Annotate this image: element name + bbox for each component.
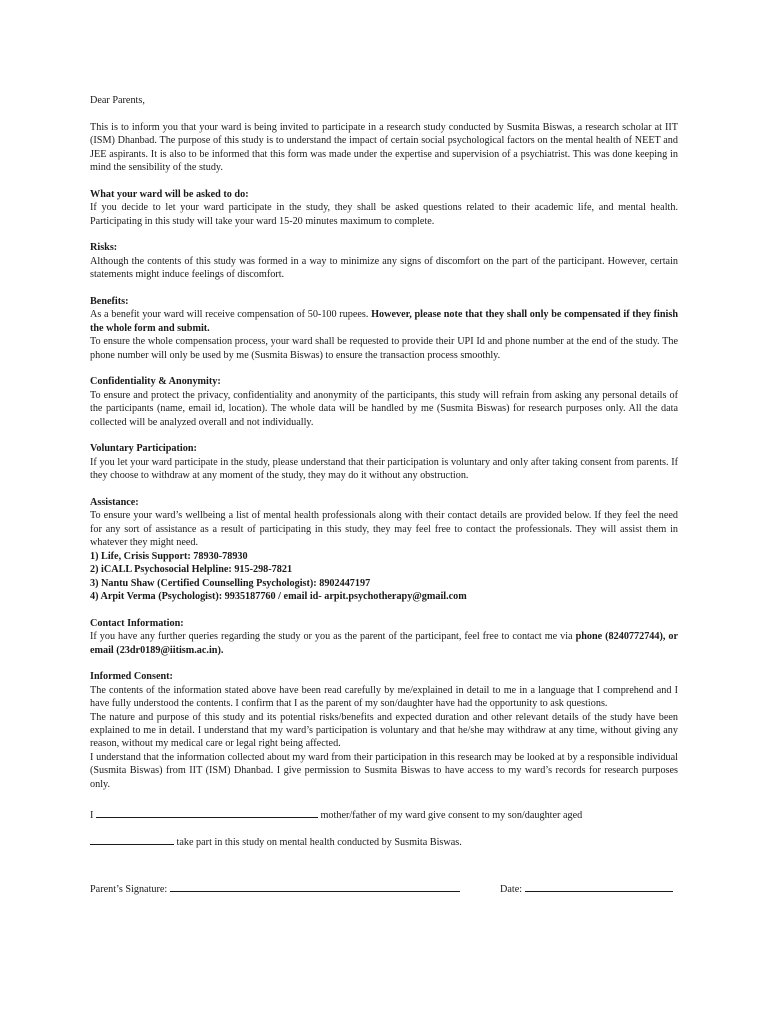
contact-item: 3) Nantu Shaw (Certified Counselling Psychologist): 8902447197: [90, 577, 371, 589]
risks-heading: Risks:: [90, 242, 118, 254]
consent-heading: Informed Consent:: [90, 671, 173, 683]
signature-field[interactable]: [170, 882, 460, 892]
consent-line-1-suffix: mother/father of my ward give consent to my son/daughter aged: [320, 810, 583, 822]
confidentiality-text: To ensure and protect the privacy, confidentiality and anonymity of the participants, this study will refrain from asking any personal details of the participants (name, email id, location). The whole data will be handled by me (Susmita Biswas) for research purposes only. All the data collected will be analyzed overall and not individually.: [90, 389, 678, 428]
benefits-text-a: As a benefit your ward will receive compensation of 50-100 rupees.: [90, 309, 372, 321]
signature-row: [90, 882, 690, 895]
consent-line-1: [90, 808, 678, 822]
date-field[interactable]: [525, 882, 673, 892]
consent-p1: The contents of the information stated above have been read carefully by me/explained in detail to me in a language that I comprehend and I have fully understood the contents. I confirm that I as the parent of my son/daughter have had the opportunity to ask questions.: [90, 684, 678, 710]
confidentiality-heading: Confidentiality & Anonymity:: [90, 376, 221, 388]
assistance-text: To ensure your ward’s wellbeing a list of mental health professionals along with their contact details are provided below. If they feel the need for any sort of assistance as a result of participating in this study, they may feel free to contact the professionals. They will assist them in whatever they might need.: [90, 510, 678, 549]
contact-heading: Contact Information:: [90, 617, 184, 629]
risks-text: Although the contents of this study was formed in a way to minimize any signs of discomfort on the part of the participant. However, certain statements might induce feelings of discomfort.: [90, 255, 678, 281]
consent-p3: I understand that the information collected about my ward from their participation in this research may be looked at by a responsible individual (Susmita Biswas) from IIT (ISM) Dhanbad. I give permission to Susmita Biswas to have access to my ward’s records for research purposes only.: [90, 751, 678, 790]
benefits-text: [90, 308, 678, 335]
contact-text: [90, 630, 678, 657]
ward-age-field[interactable]: [90, 835, 174, 845]
asked-text: If you decide to let your ward participate in the study, they shall be asked questions related to their academic life, and mental health. Participating in this study will take your ward 15-20 minutes maximum to complete.: [90, 202, 678, 227]
signature-label: Parent’s Signature:: [90, 884, 168, 895]
parent-name-field[interactable]: [96, 808, 318, 818]
benefits-text-bold: However, please note that they shall only be compensated if they finish the whole form and submit.: [90, 309, 678, 334]
consent-line-2: [90, 835, 678, 849]
contact-text-bold: phone (8240772744), or email (23dr0189@iitism.ac.in).: [90, 631, 679, 656]
assistance-heading: Assistance:: [90, 497, 139, 509]
date-group: [500, 882, 673, 895]
asked-heading: What your ward will be asked to do:: [90, 188, 249, 200]
benefits-heading: Benefits:: [90, 296, 129, 308]
contact-item: 1) Life, Crisis Support: 78930-78930: [90, 550, 248, 562]
voluntary-heading: Voluntary Participation:: [90, 443, 197, 455]
benefits-text-b: To ensure the whole compensation process, your ward shall be requested to provide their UPI Id and phone number at the end of the study. The phone number will only be used by me (Susmita Biswas) to ensure the transaction process smoothly.: [90, 336, 678, 361]
date-label: Date:: [500, 884, 523, 895]
consent-p2: The nature and purpose of this study and its potential risks/benefits and expected duration and other relevant details of the study have been explained to me in detail. I understand that my ward’s participation is voluntary and that he/she may withdraw at any time, without giving any reason, without my medical care or legal right being affected.: [90, 711, 678, 750]
voluntary-text: If you let your ward participate in the study, please understand that their participation is voluntary and only after taking consent from parents. If they choose to withdraw at any moment of the study, they may do it without any obstruction.: [90, 456, 678, 482]
consent-line-1-prefix: I: [90, 810, 94, 822]
greeting: Dear Parents,: [90, 95, 145, 106]
intro-paragraph: This is to inform you that your ward is being invited to participate in a research study conducted by Susmita Biswas, a research scholar at IIT (ISM) Dhanbad. The purpose of this study is to understand the impact of certain social psychological factors on the mental health of NEET and JEE aspirants. It is also to be informed that this form was made under the expertise and supervision of a psychiatrist. This was done keeping in mind the sensibility of the study.: [90, 121, 678, 174]
consent-line-2-suffix: take part in this study on mental health conducted by Susmita Biswas.: [176, 836, 462, 848]
contact-text-a: If you have any further queries regarding the study or you as the parent of the participant, feel free to contact me via: [90, 631, 576, 643]
contact-item: 2) iCALL Psychosocial Helpline: 915-298-7821: [90, 564, 293, 576]
contact-item: 4) Arpit Verma (Psychologist): 9935187760 / email id- arpit.psychotherapy@gmail.com: [90, 590, 467, 602]
